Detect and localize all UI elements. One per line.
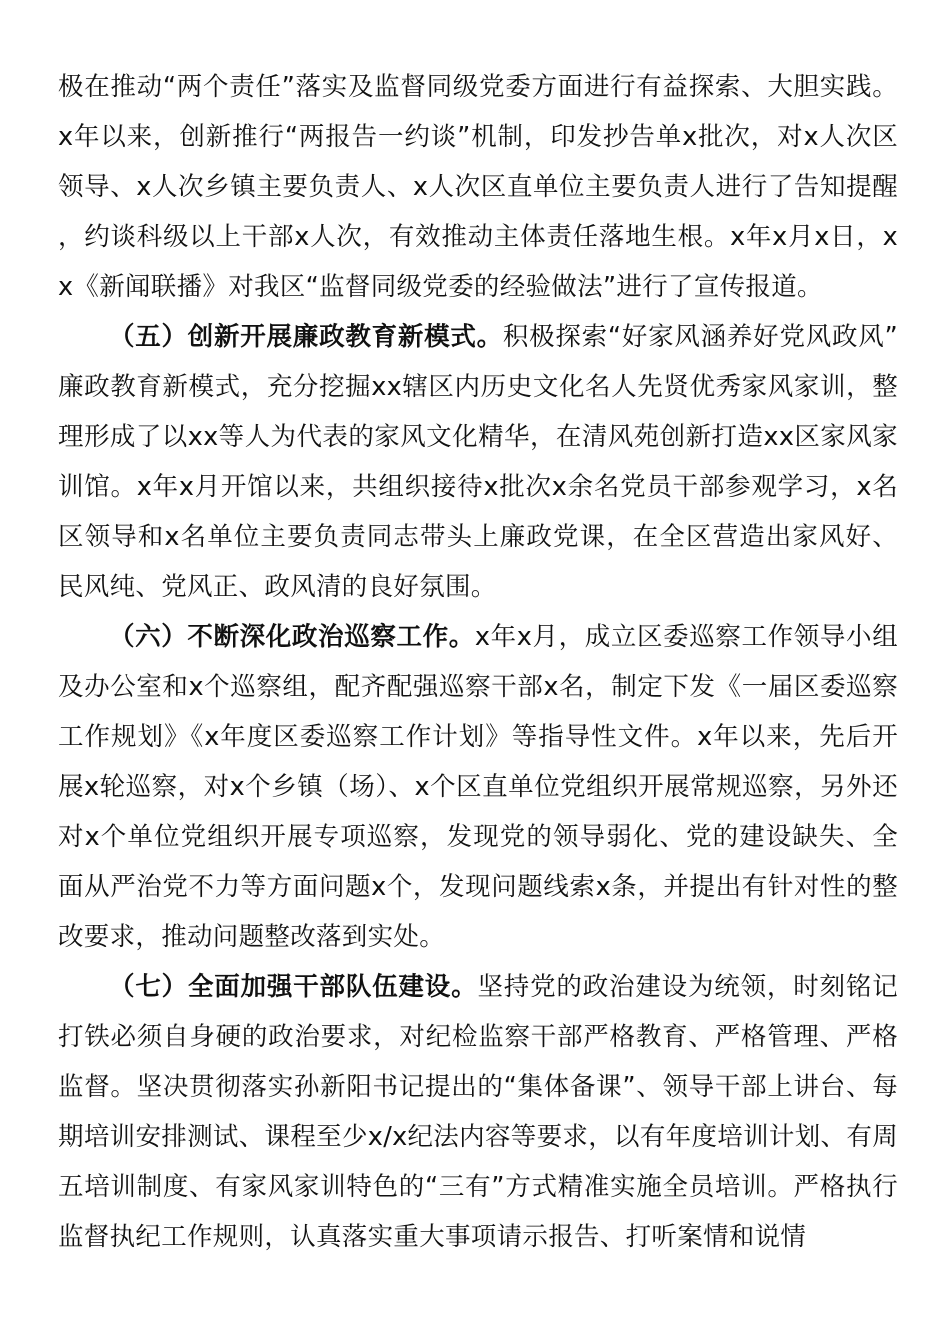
paragraph-section-6 [58,612,898,962]
paragraph-section-5 [58,312,898,612]
paragraph-section-7 [58,962,898,1262]
section-heading: （七）全面加强干部队伍建设。 [109,972,478,1002]
paragraph-text: x年x月，成立区委巡察工作领导小组及办公室和x个巡察组，配齐配强巡察干部x名，制定下发《一届区委巡察工作规划》《x年度区委巡察工作计划》等指导性文件。x年以来，先后开展x轮巡察，对x个乡镇（场）、x个区直单位党组织开展常规巡察，另外还对x个单位党组织开展专项巡察，发现党的领导弱化、党的建设缺失、全面从严治党不力等方面问题x个，发现问题线索x条，并提出有针对性的整改要求，推动问题整改落到实处。 [58,622,898,952]
paragraph-text: 积极探索“好家风涵养好党风政风”廉政教育新模式，充分挖掘xx辖区内历史文化名人先贤优秀家风家训，整理形成了以xx等人为代表的家风文化精华，在清风苑创新打造xx区家风家训馆。x年x月开馆以来，共组织接待x批次x余名党员干部参观学习，x名区领导和x名单位主要负责同志带头上廉政党课，在全区营造出家风好、民风纯、党风正、政风清的良好氛围。 [58,322,898,602]
document-page [58,62,898,1262]
paragraph-text: 极在推动“两个责任”落实及监督同级党委方面进行有益探索、大胆实践。x年以来，创新推行“两报告一约谈”机制，印发抄告单x批次，对x人次区领导、x人次乡镇主要负责人、x人次区直单位主要负责人进行了告知提醒，约谈科级以上干部x人次，有效推动主体责任落地生根。x年x月x日，xx《新闻联播》对我区“监督同级党委的经验做法”进行了宣传报道。 [58,72,898,302]
paragraph-intro [58,62,898,312]
section-heading: （五）创新开展廉政教育新模式。 [109,322,503,352]
section-heading: （六）不断深化政治巡察工作。 [109,622,475,652]
paragraph-text: 坚持党的政治建设为统领，时刻铭记打铁必须自身硬的政治要求，对纪检监察干部严格教育、严格管理、严格监督。坚决贯彻落实孙新阳书记提出的“集体备课”、领导干部上讲台、每期培训安排测试、课程至少x/x纪法内容等要求，以有年度培训计划、有周五培训制度、有家风家训特色的“三有”方式精准实施全员培训。严格执行监督执纪工作规则，认真落实重大事项请示报告、打听案情和说情 [58,972,898,1252]
